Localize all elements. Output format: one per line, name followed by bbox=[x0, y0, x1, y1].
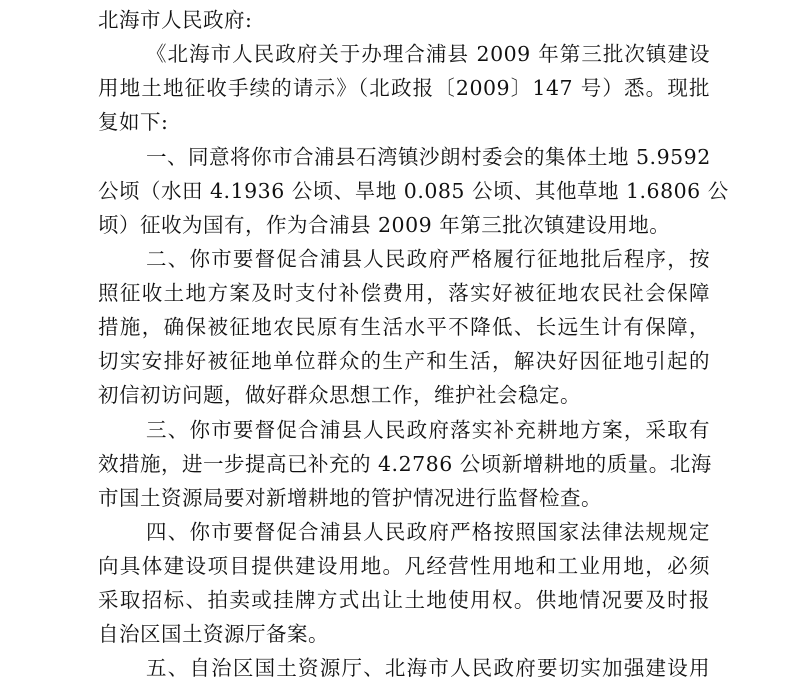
text-line: 复如下: bbox=[98, 110, 169, 134]
salutation: 北海市人民政府: bbox=[98, 8, 253, 32]
text-line: 切实安排好被征地单位群众的生产和生活，解决好因征地引起的 bbox=[98, 349, 710, 373]
text-line: 用地土地征收手续的请示》（北政报〔2009〕147 号）悉。现批 bbox=[98, 76, 710, 100]
text-line: 四、你市要督促合浦县人民政府严格按照国家法律法规规定 bbox=[146, 520, 710, 544]
text-line: 措施，确保被征地农民原有生活水平不降低、长远生计有保障， bbox=[98, 315, 710, 339]
text-line: 一、同意将你市合浦县石湾镇沙朗村委会的集体土地 5.9592 bbox=[146, 145, 711, 169]
text-line: 公顷（水田 4.1936 公顷、旱地 0.085 公顷、其他草地 1.6806 公 bbox=[98, 179, 729, 203]
text-line: 《北海市人民政府关于办理合浦县 2009 年第三批次镇建设 bbox=[146, 42, 710, 66]
text-line: 效措施，进一步提高已补充的 4.2786 公顷新增耕地的质量。北海 bbox=[98, 452, 712, 476]
text-line: 三、你市要督促合浦县人民政府落实补充耕地方案，采取有 bbox=[146, 418, 710, 442]
text-line: 初信初访问题，做好群众思想工作，维护社会稳定。 bbox=[98, 383, 581, 407]
text-line: 市国土资源局要对新增耕地的管护情况进行监督检查。 bbox=[98, 486, 602, 510]
text-line: 照征收土地方案及时支付补偿费用，落实好被征地农民社会保障 bbox=[98, 281, 710, 305]
text-line: 自治区国土资源厅备案。 bbox=[98, 622, 329, 646]
text-line: 顷）征收为国有，作为合浦县 2009 年第三批次镇建设用地。 bbox=[98, 213, 671, 237]
text-line: 向具体建设项目提供建设用地。凡经营性用地和工业用地，必须 bbox=[98, 554, 710, 578]
text-line: 二、你市要督促合浦县人民政府严格履行征地批后程序，按 bbox=[146, 247, 710, 271]
text-line: 五、自治区国土资源厅、北海市人民政府要切实加强建设用 bbox=[146, 656, 710, 680]
text-line: 采取招标、拍卖或挂牌方式出让土地使用权。供地情况要及时报 bbox=[98, 588, 710, 612]
